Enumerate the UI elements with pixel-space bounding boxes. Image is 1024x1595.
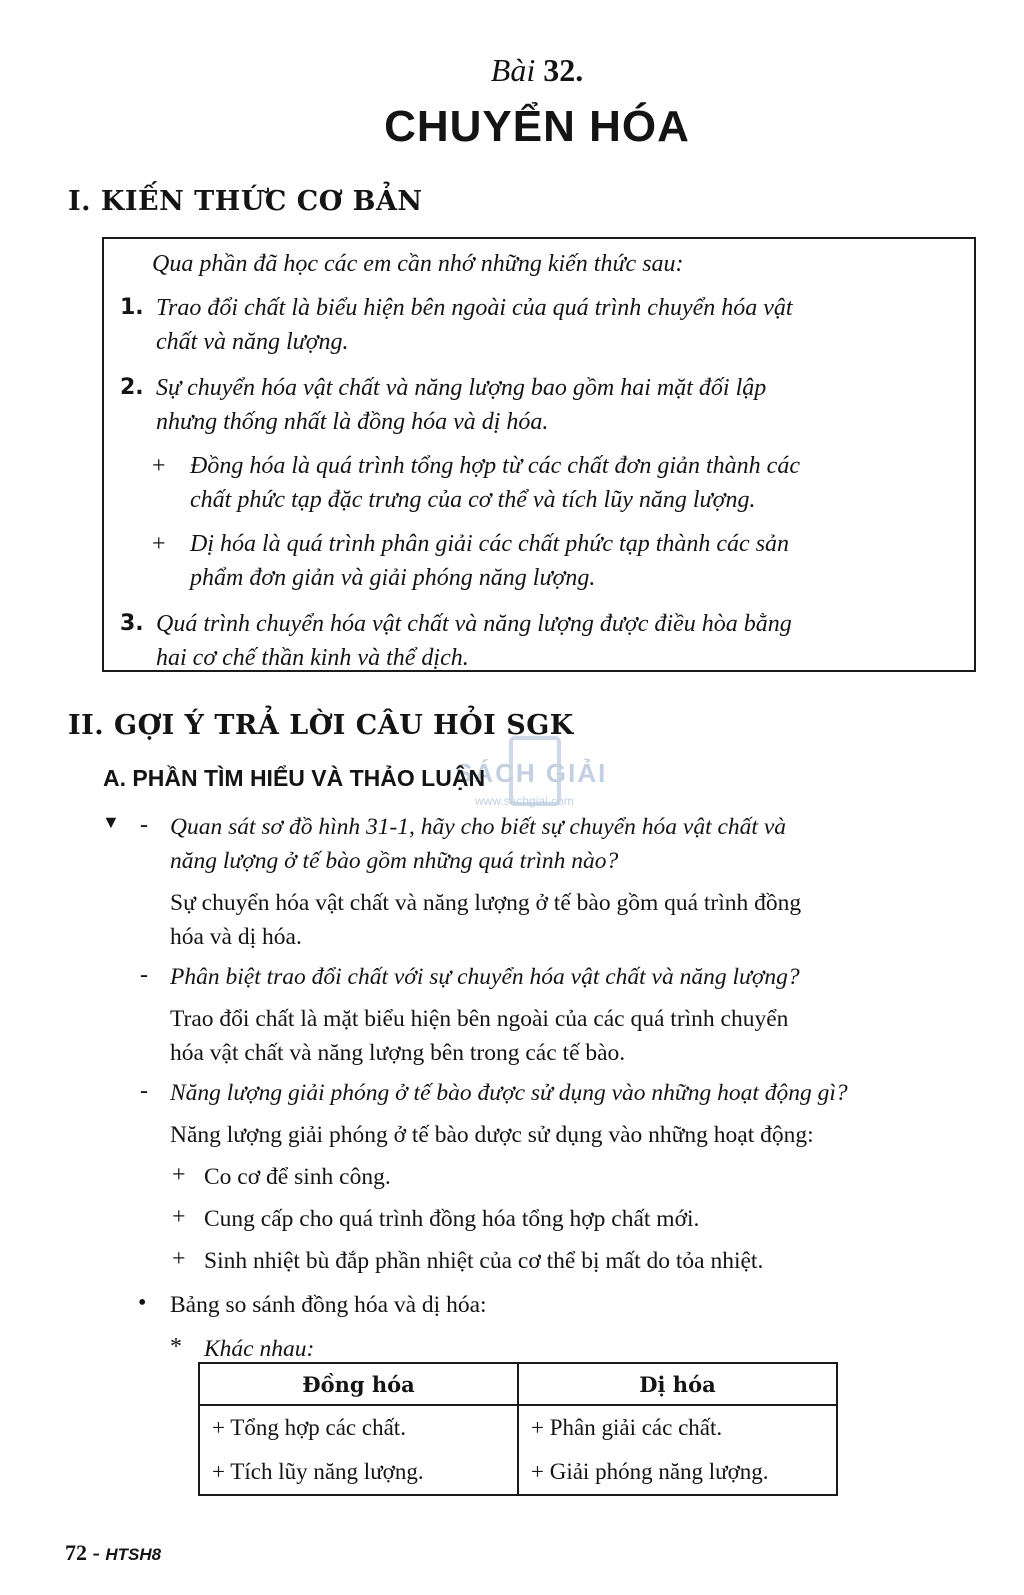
- watermark-text: SÁCH GIẢI: [455, 758, 608, 788]
- answer-line: hóa và dị hóa.: [170, 924, 302, 950]
- item-number: 1.: [120, 295, 144, 320]
- dash-mark: -: [140, 962, 148, 988]
- lesson-word: Bài: [490, 52, 536, 88]
- lesson-label: [0, 52, 1024, 89]
- asterisk-icon: *: [170, 1334, 182, 1360]
- dash-mark: -: [140, 1078, 148, 1104]
- question-line: Quan sát sơ đồ hình 31-1, hãy cho biết sự chuyển hóa vật chất và: [170, 814, 787, 840]
- plus-mark: +: [172, 1246, 186, 1272]
- dash-mark: -: [140, 812, 148, 838]
- use-item: Co cơ để sinh công.: [204, 1164, 391, 1190]
- page-footer: [65, 1540, 161, 1566]
- table-cell: + Giải phóng năng lượng.: [518, 1450, 837, 1495]
- answer-line: Sự chuyển hóa vật chất và năng lượng ở tế bào gồm quá trình đồng: [170, 890, 802, 916]
- question-line: năng lượng ở tế bào gồm những quá trình nào?: [170, 848, 619, 874]
- subsection-heading: A. PHẦN TÌM HIỂU VÀ THẢO LUẬN: [103, 765, 486, 791]
- arrow-down-icon: ▼: [102, 812, 120, 832]
- table-cell: + Phân giải các chất.: [518, 1405, 837, 1450]
- subitem-line: phẩm đơn giản và giải phóng năng lượng.: [190, 565, 596, 591]
- item-line: chất và năng lượng.: [156, 329, 349, 355]
- plus-mark: +: [152, 453, 166, 479]
- answer-line: Trao đổi chất là mặt biểu hiện bên ngoài của các quá trình chuyển: [170, 1006, 789, 1032]
- subitem-line: Dị hóa là quá trình phân giải các chất phức tạp thành các sản: [190, 531, 790, 557]
- page-number: 72 -: [65, 1540, 100, 1565]
- table-cell: + Tích lũy năng lượng.: [199, 1450, 518, 1495]
- use-item: Cung cấp cho quá trình đồng hóa tổng hợp chất mới.: [204, 1206, 700, 1232]
- plus-mark: +: [172, 1162, 186, 1188]
- item-number: 2.: [120, 375, 144, 400]
- watermark-url: www.sachgiai.com: [475, 794, 574, 808]
- item-line: nhưng thống nhất là đồng hóa và dị hóa.: [156, 409, 549, 435]
- subitem-line: chất phức tạp đặc trưng của cơ thể và tích lũy năng lượng.: [190, 487, 756, 513]
- answer-line: hóa vật chất và năng lượng bên trong các tế bào.: [170, 1040, 626, 1066]
- knowledge-intro: Qua phần đã học các em cần nhớ những kiến thức sau:: [152, 251, 684, 277]
- knowledge-box: [102, 237, 976, 672]
- plus-mark: +: [172, 1204, 186, 1230]
- comparison-table: [198, 1362, 838, 1496]
- star-text: Khác nhau:: [204, 1336, 315, 1362]
- item-line: hai cơ chế thần kinh và thể dịch.: [156, 645, 469, 671]
- use-item: Sinh nhiệt bù đắp phần nhiệt của cơ thể bị mất do tỏa nhiệt.: [204, 1248, 764, 1274]
- bullet-text: Bảng so sánh đồng hóa và dị hóa:: [170, 1292, 487, 1318]
- item-line: Quá trình chuyển hóa vật chất và năng lượng được điều hòa bằng: [156, 611, 792, 637]
- item-line: Trao đổi chất là biểu hiện bên ngoài của quá trình chuyển hóa vật: [156, 295, 793, 321]
- subitem-line: Đồng hóa là quá trình tổng hợp từ các chất đơn giản thành các: [190, 453, 800, 479]
- section-1-heading: I. KIẾN THỨC CƠ BẢN: [68, 186, 423, 217]
- item-line: Sự chuyển hóa vật chất và năng lượng bao gồm hai mặt đối lập: [156, 375, 767, 401]
- table-header-cell: Đồng hóa: [199, 1363, 518, 1405]
- table-header-row: [199, 1363, 837, 1405]
- table-header-cell: Dị hóa: [518, 1363, 837, 1405]
- table-row: [199, 1405, 837, 1450]
- lesson-number: 32.: [543, 52, 584, 88]
- table-cell: + Tổng hợp các chất.: [199, 1405, 518, 1450]
- lesson-title: CHUYỂN HÓA: [384, 102, 690, 151]
- section-2-heading: II. GỢI Ý TRẢ LỜI CÂU HỎI SGK: [68, 710, 574, 741]
- book-code: HTSH8: [105, 1545, 162, 1564]
- item-number: 3.: [120, 611, 144, 636]
- question-line: Phân biệt trao đổi chất với sự chuyển hóa vật chất và năng lượng?: [170, 964, 800, 990]
- answer-line: Năng lượng giải phóng ở tế bào dược sử dụng vào những hoạt động:: [170, 1122, 814, 1148]
- plus-mark: +: [152, 531, 166, 557]
- bullet-icon: •: [138, 1290, 147, 1316]
- question-line: Năng lượng giải phóng ở tế bào được sử dụng vào những hoạt động gì?: [170, 1080, 848, 1106]
- table-row: [199, 1450, 837, 1495]
